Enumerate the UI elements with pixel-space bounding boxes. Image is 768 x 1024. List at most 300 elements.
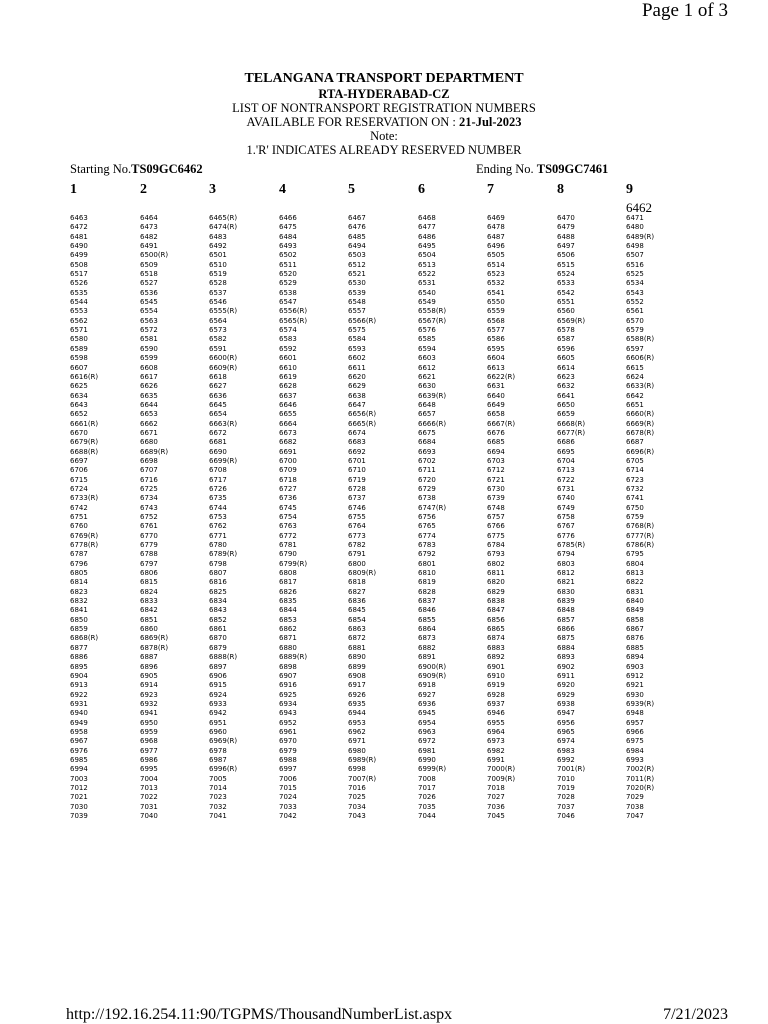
- availability-prefix: AVAILABLE FOR RESERVATION ON :: [246, 115, 460, 129]
- registration-number: 6581: [140, 335, 158, 344]
- registration-number: 6876: [626, 634, 644, 643]
- registration-number: 6859: [70, 625, 88, 634]
- registration-number: 6705: [626, 456, 644, 465]
- table-row: [0, 700, 768, 709]
- column-header: 8: [557, 182, 564, 197]
- registration-number: 6852: [209, 615, 227, 624]
- start-value: TS09GC6462: [131, 162, 203, 176]
- registration-number: 6631: [487, 382, 505, 391]
- registration-number: 6525: [626, 270, 644, 279]
- registration-number: 6471: [626, 214, 644, 222]
- registration-number: 6536: [140, 288, 158, 297]
- registration-number: 6464: [140, 214, 158, 222]
- registration-number: 6868(R): [70, 634, 99, 643]
- registration-number: 6683: [348, 438, 366, 447]
- registration-number: 6521: [348, 270, 366, 279]
- registration-number: 6998: [348, 765, 366, 774]
- registration-number: 6589: [70, 344, 88, 353]
- registration-number: 6894: [626, 653, 644, 662]
- registration-number: 6485: [348, 232, 366, 241]
- registration-number: 6538: [279, 288, 297, 297]
- registration-number: 6941: [140, 709, 158, 718]
- registration-number: 6815: [140, 578, 158, 587]
- registration-number: 6500(R): [140, 251, 169, 260]
- registration-number: 6562: [70, 316, 88, 325]
- registration-number: 6509: [140, 260, 158, 269]
- availability-line: [0, 115, 768, 129]
- registration-number: 6478: [487, 223, 505, 232]
- registration-number: 7037: [557, 802, 575, 811]
- registration-number: 6912: [626, 671, 644, 680]
- registration-number: 6654: [209, 410, 227, 419]
- registration-number: 6675: [418, 428, 436, 437]
- table-row: [0, 223, 768, 232]
- registration-number: 6474(R): [209, 223, 238, 232]
- registration-number: 6637: [279, 391, 297, 400]
- registration-number: 6700: [279, 456, 297, 465]
- registration-number: 6582: [209, 335, 227, 344]
- registration-number: 6703: [487, 456, 505, 465]
- registration-number: 7022: [140, 793, 158, 802]
- registration-number: 6539: [348, 288, 366, 297]
- table-row: [0, 803, 768, 812]
- first-number: 6462: [626, 200, 652, 215]
- registration-number: 6846: [418, 606, 436, 615]
- registration-number: 6885: [626, 643, 644, 652]
- registration-number: 6960: [209, 727, 227, 736]
- registration-number: 7017: [418, 783, 436, 792]
- table-row: [0, 448, 768, 457]
- registration-number: 6964: [487, 727, 505, 736]
- registration-number: 7040: [140, 812, 158, 820]
- registration-number: 6860: [140, 625, 158, 634]
- table-row: [0, 588, 768, 597]
- registration-number: 6767: [557, 522, 575, 531]
- registration-number: 6807: [209, 569, 227, 578]
- registration-number: 6633(R): [626, 382, 655, 391]
- registration-number: 6810: [418, 569, 436, 578]
- table-row: [0, 261, 768, 270]
- registration-number: 6978: [209, 746, 227, 755]
- column-header: 1: [70, 182, 77, 197]
- registration-number: 6952: [279, 718, 297, 727]
- registration-number: 6617: [140, 372, 158, 381]
- registration-number: 6694: [487, 447, 505, 456]
- registration-number: 6614: [557, 363, 575, 372]
- registration-number: 6519: [209, 270, 227, 279]
- registration-number: 6771: [209, 531, 227, 540]
- registration-number: 6534: [626, 279, 644, 288]
- table-row: [0, 522, 768, 531]
- registration-number: 7019: [557, 783, 575, 792]
- registration-number: 6862: [279, 625, 297, 634]
- registration-number: 6989(R): [348, 755, 377, 764]
- registration-number: 6479: [557, 223, 575, 232]
- registration-number: 6899: [348, 662, 366, 671]
- registration-number: 6648: [418, 400, 436, 409]
- registration-number: 6606(R): [626, 354, 655, 363]
- registration-number: 6586: [487, 335, 505, 344]
- registration-number: 6736: [279, 494, 297, 503]
- registration-number: 6482: [140, 232, 158, 241]
- registration-number: 6814: [70, 578, 88, 587]
- table-row: [0, 784, 768, 793]
- registration-number: 6783: [418, 541, 436, 550]
- table-row: [0, 737, 768, 746]
- registration-number: 6638: [348, 391, 366, 400]
- table-row: [0, 289, 768, 298]
- registration-number: 6608: [140, 363, 158, 372]
- registration-number: 6609(R): [209, 363, 238, 372]
- office-title: RTA-HYDERABAD-CZ: [318, 87, 450, 101]
- registration-number: 6891: [418, 653, 436, 662]
- table-row: [0, 728, 768, 737]
- registration-number: 6910: [487, 671, 505, 680]
- note-text: 1.'R' INDICATES ALREADY RESERVED NUMBER: [246, 143, 522, 157]
- registration-number: 6605: [557, 354, 575, 363]
- registration-number: 6665(R): [348, 419, 377, 428]
- registration-number: 6601: [279, 354, 297, 363]
- registration-number: 6528: [209, 279, 227, 288]
- registration-number: 6750: [626, 503, 644, 512]
- registration-number: 6597: [626, 344, 644, 353]
- registration-number: 6924: [209, 690, 227, 699]
- table-row: [0, 251, 768, 260]
- registration-number: 6572: [140, 326, 158, 335]
- end-value: TS09GC7461: [536, 162, 609, 176]
- registration-number: 6782: [348, 541, 366, 550]
- registration-number: 6908: [348, 671, 366, 680]
- registration-number: 6996(R): [209, 765, 238, 774]
- registration-number: 6636: [209, 391, 227, 400]
- registration-number: 6670: [70, 428, 88, 437]
- registration-number: 6511: [279, 260, 297, 269]
- registration-number: 6590: [140, 344, 158, 353]
- registration-number: 6584: [348, 335, 366, 344]
- registration-number: 6565(R): [279, 316, 308, 325]
- table-row: [0, 494, 768, 503]
- table-row: [0, 691, 768, 700]
- registration-number: 6902: [557, 662, 575, 671]
- registration-number: 6944: [348, 709, 366, 718]
- registration-number: 7018: [487, 783, 505, 792]
- registration-number: 6838: [487, 597, 505, 606]
- registration-number: 6612: [418, 363, 436, 372]
- registration-number: 6889(R): [279, 653, 308, 662]
- registration-number: 6776: [557, 531, 575, 540]
- registration-number: 6734: [140, 494, 158, 503]
- registration-number: 6553: [70, 307, 88, 316]
- registration-number: 6730: [487, 484, 505, 493]
- registration-number: 6788: [140, 550, 158, 559]
- registration-number: 6639(R): [418, 391, 447, 400]
- registration-number: 6649: [487, 400, 505, 409]
- registration-number: 6465(R): [209, 214, 238, 222]
- registration-number: 6699(R): [209, 456, 238, 465]
- registration-number: 6840: [626, 597, 644, 606]
- registration-number: 6719: [348, 475, 366, 484]
- registration-number: 6928: [487, 690, 505, 699]
- registration-number: 6716: [140, 475, 158, 484]
- registration-number: 6575: [348, 326, 366, 335]
- registration-number: 6540: [418, 288, 436, 297]
- registration-number: 6757: [487, 513, 505, 521]
- registration-number: 6646: [279, 400, 297, 409]
- registration-number: 6857: [557, 615, 575, 624]
- registration-number: 6872: [348, 634, 366, 643]
- table-row: [0, 410, 768, 419]
- registration-number: 6629: [348, 382, 366, 391]
- registration-number: 6888(R): [209, 653, 238, 662]
- registration-number: 6976: [70, 746, 88, 755]
- registration-number: 6579: [626, 326, 644, 335]
- registration-number: 6990: [418, 755, 436, 764]
- registration-number: 6982: [487, 746, 505, 755]
- table-row: [0, 513, 768, 522]
- registration-number: 6678(R): [626, 428, 655, 437]
- registration-number: 6925: [279, 690, 297, 699]
- registration-number: 7047: [626, 812, 644, 820]
- table-row: [0, 765, 768, 774]
- registration-number: 6754: [279, 513, 297, 521]
- registration-number: 6893: [557, 653, 575, 662]
- registration-number: 7021: [70, 793, 88, 802]
- registration-number: 6677(R): [557, 428, 586, 437]
- table-row: [0, 326, 768, 335]
- registration-number: 6745: [279, 503, 297, 512]
- registration-number: 6877: [70, 643, 88, 652]
- registration-number: 6793: [487, 550, 505, 559]
- registration-number: 6718: [279, 475, 297, 484]
- registration-number: 6523: [487, 270, 505, 279]
- department-title: TELANGANA TRANSPORT DEPARTMENT: [244, 71, 524, 86]
- table-row: [0, 307, 768, 316]
- registration-number: 6498: [626, 242, 644, 251]
- registration-number: 6502: [279, 251, 297, 260]
- registration-number: 6855: [418, 615, 436, 624]
- registration-number: 6542: [557, 288, 575, 297]
- registration-number: 6469: [487, 214, 505, 222]
- column-header: 5: [348, 182, 355, 197]
- registration-number: 6961: [279, 727, 297, 736]
- registration-number: 6527: [140, 279, 158, 288]
- ending-number: [476, 162, 608, 177]
- registration-number: 6959: [140, 727, 158, 736]
- registration-number: 6878(R): [140, 643, 169, 652]
- registration-number: 6907: [279, 671, 297, 680]
- registration-number: 6655: [279, 410, 297, 419]
- registration-number: 6557: [348, 307, 366, 316]
- registration-number: 6574: [279, 326, 297, 335]
- registration-number: 6475: [279, 223, 297, 232]
- registration-number: 6561: [626, 307, 644, 316]
- table-row: [0, 485, 768, 494]
- registration-number: 6863: [348, 625, 366, 634]
- registration-number: 7009(R): [487, 774, 516, 783]
- registration-number: 6651: [626, 400, 644, 409]
- registration-number: 6667(R): [487, 419, 516, 428]
- registration-number: 6603: [418, 354, 436, 363]
- registration-number: 6751: [70, 513, 88, 521]
- registration-number: 6558(R): [418, 307, 447, 316]
- registration-number: 6854: [348, 615, 366, 624]
- registration-number: 6690: [209, 447, 227, 456]
- table-row: [0, 560, 768, 569]
- table-row: [0, 466, 768, 475]
- registration-number: 6974: [557, 737, 575, 746]
- table-row: [0, 298, 768, 307]
- registration-number: 6559: [487, 307, 505, 316]
- registration-number: 6937: [487, 699, 505, 708]
- registration-number: 6532: [487, 279, 505, 288]
- registration-number: 6946: [487, 709, 505, 718]
- registration-number: 6662: [140, 419, 158, 428]
- registration-number: 6879: [209, 643, 227, 652]
- table-row: [0, 812, 768, 821]
- registration-number: 6708: [209, 466, 227, 475]
- registration-number: 6615: [626, 363, 644, 372]
- registration-number: 6610: [279, 363, 297, 372]
- registration-number: 6821: [557, 578, 575, 587]
- registration-number: 6641: [557, 391, 575, 400]
- registration-number: 7003: [70, 774, 88, 783]
- registration-number: 6578: [557, 326, 575, 335]
- table-row: [0, 242, 768, 251]
- registration-number: 6883: [487, 643, 505, 652]
- registration-number: 6740: [557, 494, 575, 503]
- registration-number: 6962: [348, 727, 366, 736]
- registration-number: 6467: [348, 214, 366, 222]
- registration-number: 6790: [279, 550, 297, 559]
- registration-number: 6758: [557, 513, 575, 521]
- registration-number: 6965: [557, 727, 575, 736]
- registration-number: 6827: [348, 587, 366, 596]
- registration-number: 6875: [557, 634, 575, 643]
- registration-number: 6945: [418, 709, 436, 718]
- registration-number: 6773: [348, 531, 366, 540]
- registration-number: 6622(R): [487, 372, 516, 381]
- registration-number: 6766: [487, 522, 505, 531]
- table-row: [0, 578, 768, 587]
- registration-number: 6943: [279, 709, 297, 718]
- column-header: 9: [626, 182, 633, 197]
- availability-date: 21-Jul-2023: [459, 115, 522, 129]
- registration-number: 7029: [626, 793, 644, 802]
- registration-number: 6834: [209, 597, 227, 606]
- column-header: 7: [487, 182, 494, 197]
- registration-number: 6576: [418, 326, 436, 335]
- registration-number: 6820: [487, 578, 505, 587]
- registration-number: 6689(R): [140, 447, 169, 456]
- registration-number: 6477: [418, 223, 436, 232]
- registration-number: 6847: [487, 606, 505, 615]
- registration-number: 6744: [209, 503, 227, 512]
- registration-number: 6986: [140, 755, 158, 764]
- registration-number: 6529: [279, 279, 297, 288]
- registration-number: 6725: [140, 484, 158, 493]
- registration-number: 6956: [557, 718, 575, 727]
- registration-number: 6801: [418, 559, 436, 568]
- registration-number: 6867: [626, 625, 644, 634]
- registration-number: 6480: [626, 223, 644, 232]
- registration-number: 7020(R): [626, 783, 655, 792]
- registration-number: 6957: [626, 718, 644, 727]
- registration-number: 7012: [70, 783, 88, 792]
- registration-number: 6841: [70, 606, 88, 615]
- table-row: [0, 644, 768, 653]
- registration-number: 6762: [209, 522, 227, 531]
- registration-number: 6915: [209, 681, 227, 690]
- registration-number: 6560: [557, 307, 575, 316]
- registration-number: 6552: [626, 298, 644, 307]
- registration-number: 6949: [70, 718, 88, 727]
- registration-number: 6772: [279, 531, 297, 540]
- registration-number: 6720: [418, 475, 436, 484]
- registration-number: 6501: [209, 251, 227, 260]
- registration-number: 6551: [557, 298, 575, 307]
- registration-number: 6714: [626, 466, 644, 475]
- registration-number: 7014: [209, 783, 227, 792]
- registration-number: 6706: [70, 466, 88, 475]
- registration-number: 6826: [279, 587, 297, 596]
- registration-number: 6900(R): [418, 662, 447, 671]
- registration-number: 6504: [418, 251, 436, 260]
- registration-number: 6669(R): [626, 419, 655, 428]
- registration-number: 6823: [70, 587, 88, 596]
- registration-number: 6785(R): [557, 541, 586, 550]
- registration-number: 6604: [487, 354, 505, 363]
- registration-number: 6642: [626, 391, 644, 400]
- registration-number: 6844: [279, 606, 297, 615]
- registration-number: 6596: [557, 344, 575, 353]
- table-row: [0, 541, 768, 550]
- registration-number: 6707: [140, 466, 158, 475]
- table-row: [0, 401, 768, 410]
- registration-number: 6496: [487, 242, 505, 251]
- table-row: [0, 317, 768, 326]
- registration-number: 6684: [418, 438, 436, 447]
- registration-number: 6530: [348, 279, 366, 288]
- registration-number: 6851: [140, 615, 158, 624]
- registration-number: 6853: [279, 615, 297, 624]
- registration-number: 6556(R): [279, 307, 308, 316]
- registration-number: 6999(R): [418, 765, 447, 774]
- registration-number: 6486: [418, 232, 436, 241]
- registration-number: 6759: [626, 513, 644, 521]
- registration-number: 6741: [626, 494, 644, 503]
- registration-number: 6781: [279, 541, 297, 550]
- registration-number: 6802: [487, 559, 505, 568]
- registration-number: 7008: [418, 774, 436, 783]
- registration-number: 6679(R): [70, 438, 99, 447]
- registration-number: 6747(R): [418, 503, 447, 512]
- registration-number: 6661(R): [70, 419, 99, 428]
- registration-number: 6780: [209, 541, 227, 550]
- registration-number: 6896: [140, 662, 158, 671]
- registration-number: 6901: [487, 662, 505, 671]
- registration-number: 6731: [557, 484, 575, 493]
- footer-url: http://192.16.254.11:90/TGPMS/ThousandNumberList.aspx: [66, 1006, 453, 1023]
- table-row: [0, 569, 768, 578]
- registration-number: 6607: [70, 363, 88, 372]
- registration-number: 6929: [557, 690, 575, 699]
- registration-number: 6611: [348, 363, 366, 372]
- registration-number: 6903: [626, 662, 644, 671]
- registration-number: 6701: [348, 456, 366, 465]
- registration-number: 6822: [626, 578, 644, 587]
- registration-number: 6809(R): [348, 569, 377, 578]
- registration-number: 6526: [70, 279, 88, 288]
